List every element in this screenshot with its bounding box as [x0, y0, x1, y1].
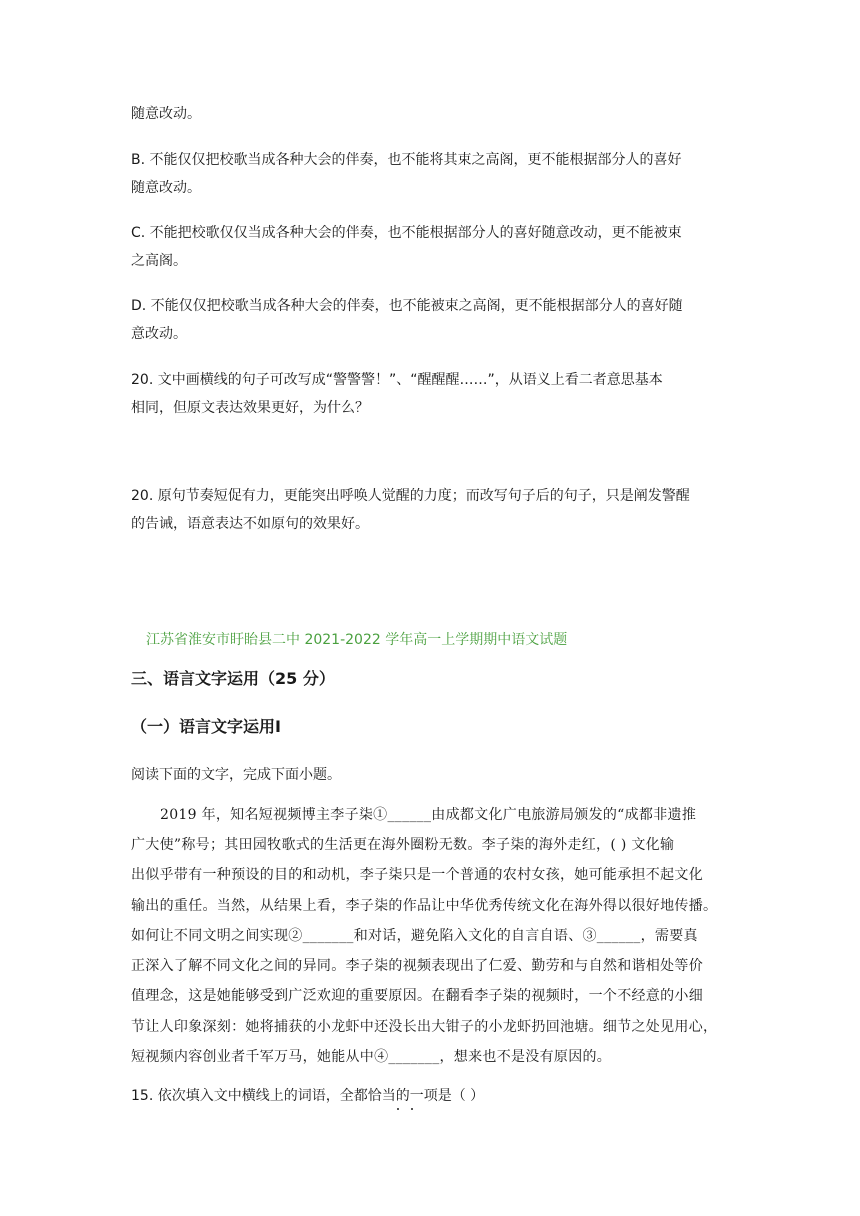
passage-line: 值理念，这是她能够受到广泛欢迎的重要原因。在翻看李子柒的视频时，一个不经意的小细 [131, 988, 703, 1004]
emphasis-dot [411, 1108, 413, 1110]
source-title: 江苏省淮安市盱眙县二中 2021-2022 学年高一上学期期中语文试题 [146, 632, 568, 648]
subsection-heading: （一）语言文字运用Ⅰ [131, 717, 281, 736]
passage-line: 2019 年，知名短视频博主李子柒①______由成都文化广电旅游局颁发的“成都非遗推 [160, 807, 697, 823]
text-line: 意改动。 [131, 326, 187, 342]
passage-line: 短视频内容创业者千军万马，她能从中④_______，想来也不是没有原因的。 [131, 1049, 612, 1065]
question-text: 15. 依次填入文中横线上的词语，全都恰当的一项是（ ） [131, 1088, 485, 1104]
passage-line: 如何让不同文明之间实现②_______和对话，避免陷入文化的自言自语、③______，需要真 [131, 928, 698, 944]
passage-line: 输出的重任。当然，从结果上看，李子柒的作品让中华优秀传统文化在海外得以很好地传播。 [131, 898, 718, 914]
passage-line: 出似乎带有一种预设的目的和动机，李子柒只是一个普通的农村女孩，她可能承担不起文化 [131, 867, 703, 883]
instruction: 阅读下面的文字，完成下面小题。 [131, 767, 341, 783]
passage-line: 正深入了解不同文化之间的异同。李子柒的视频表现出了仁爱、勤劳和与自然和谐相处等价 [131, 958, 703, 974]
text-line: 随意改动。 [131, 180, 201, 196]
text-line: 的告诫，语意表达不如原句的效果好。 [131, 516, 369, 532]
passage-line: 节让人印象深刻：她将捕获的小龙虾中还没长出大钳子的小龙虾扔回池塘。细节之处见用心， [131, 1019, 718, 1035]
text-line: C. 不能把校歌仅仅当成各种大会的伴奏，也不能根据部分人的喜好随意改动，更不能被束 [131, 225, 682, 241]
text-line: 20. 原句节奏短促有力，更能突出呼唤人觉醒的力度；而改写句子后的句子，只是阐发警醒 [131, 488, 690, 504]
text-line: 之高阁。 [131, 253, 187, 269]
emphasis-dot [397, 1108, 399, 1110]
text-line: 相同，但原文表达效果更好，为什么？ [131, 400, 369, 416]
text-line: 随意改动。 [131, 106, 201, 122]
text-line: 20. 文中画横线的句子可改写成“警警警！”、“醒醒醒……”，从语义上看二者意思基本 [131, 372, 663, 388]
passage-line: 广大使”称号；其田园牧歌式的生活更在海外圈粉无数。李子柒的海外走红，( ) 文化输 [131, 837, 675, 853]
text-line: B. 不能仅仅把校歌当成各种大会的伴奏，也不能将其束之高阁，更不能根据部分人的喜好 [131, 152, 682, 168]
text-line: D. 不能仅仅把校歌当成各种大会的伴奏，也不能被束之高阁，更不能根据部分人的喜好随 [131, 298, 683, 314]
section-heading: 三、语言文字运用（25 分） [131, 669, 335, 688]
